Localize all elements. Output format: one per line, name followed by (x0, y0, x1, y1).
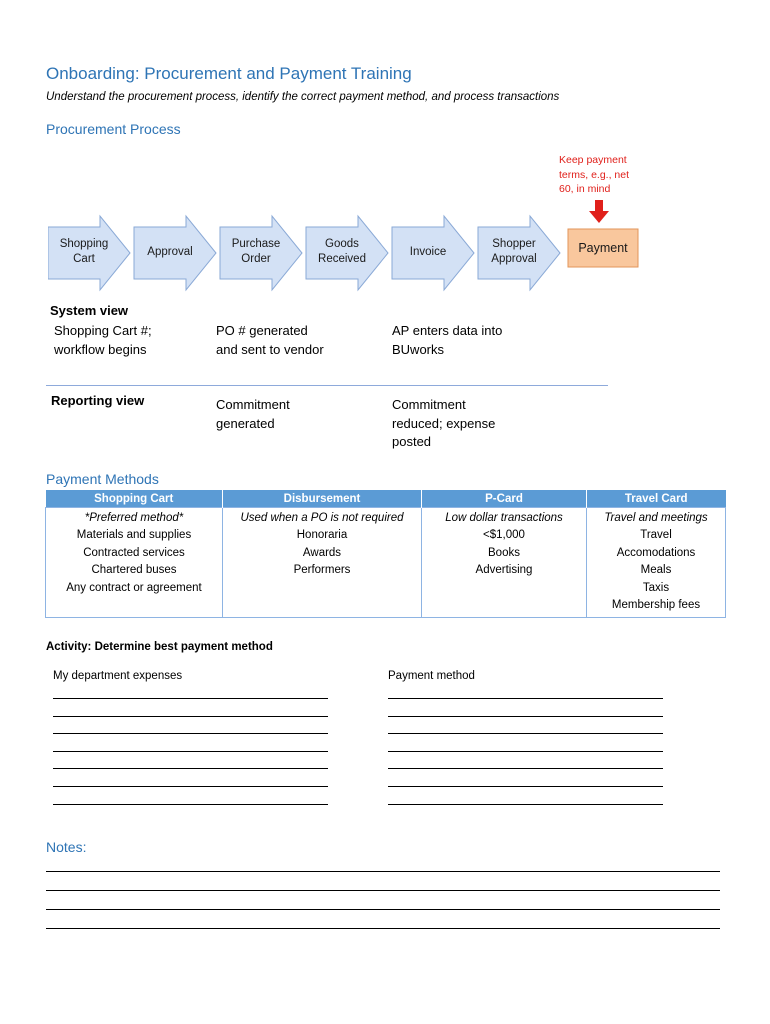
blank-line (53, 786, 328, 787)
system-po-text: PO # generated and sent to vendor (216, 323, 324, 357)
cell-item: <$1,000 (483, 529, 525, 542)
procurement-heading: Procurement Process (46, 121, 181, 137)
cell-item: Meals (640, 564, 672, 577)
blank-line (53, 804, 328, 805)
cell-item: Taxis (642, 581, 670, 594)
cell-item: Advertising (475, 564, 533, 577)
blank-line (388, 768, 663, 769)
reporting-commitment-generated-text: Commitment generated (216, 397, 290, 431)
blank-line (53, 716, 328, 717)
cell-lead: Used when a PO is not required (240, 512, 404, 524)
system-ap-text: AP enters data into BUworks (392, 323, 503, 357)
cell-item: Contracted services (83, 546, 185, 559)
page-title: Onboarding: Procurement and Payment Training (46, 64, 412, 83)
step-approval-label: Approval (147, 246, 193, 258)
disbursement-cell (223, 508, 422, 618)
activity-title: Activity: Determine best payment method (46, 641, 273, 653)
step-shopper-approval-label: Shopper Approval (491, 238, 537, 265)
views-divider (46, 385, 608, 386)
system-shopping-cart-text: Shopping Cart #; workflow begins (54, 323, 152, 357)
cell-item: Performers (293, 564, 351, 577)
blank-line (388, 751, 663, 752)
down-arrow-icon (589, 200, 609, 223)
cell-lead: Travel and meetings (604, 512, 708, 524)
payment-terms-note: Keep payment terms, e.g., net 60, in mind (559, 154, 630, 195)
cell-item: Books (488, 546, 520, 559)
cell-item: Any contract or agreement (66, 581, 202, 594)
travel-card-cell (587, 508, 726, 618)
reporting-view-label: Reporting view (51, 393, 145, 408)
cell-item: Honoraria (296, 529, 348, 542)
column-header: Shopping Cart (46, 490, 223, 508)
payment-method-column-header: Payment method (388, 670, 475, 682)
step-purchase-order-label: Purchase Order (231, 238, 281, 265)
reporting-commitment-reduced-text: Commitment reduced; expense posted (392, 397, 496, 449)
p-card-cell (422, 508, 587, 618)
notes-line (46, 890, 720, 891)
blank-line (388, 698, 663, 699)
step-invoice-label: Invoice (409, 246, 447, 258)
cell-lead: *Preferred method* (84, 512, 184, 524)
step-shopping-cart-label: Shopping Cart (59, 238, 109, 265)
column-header: Travel Card (587, 490, 726, 508)
cell-lead: Low dollar transactions (445, 512, 563, 524)
blank-line (53, 751, 328, 752)
cell-item: Membership fees (611, 599, 701, 612)
notes-line (46, 928, 720, 929)
blank-line (388, 716, 663, 717)
notes-heading: Notes: (46, 839, 87, 855)
table-row (46, 508, 726, 618)
blank-line (388, 786, 663, 787)
column-header: P-Card (422, 490, 587, 508)
cell-item: Awards (302, 546, 342, 559)
notes-line (46, 909, 720, 910)
payment-methods-table (45, 490, 726, 618)
system-view-label: System view (50, 303, 129, 318)
blank-line (53, 768, 328, 769)
shopping-cart-cell (46, 508, 223, 618)
expenses-column-header: My department expenses (53, 670, 183, 682)
blank-line (53, 733, 328, 734)
cell-item: Accomodations (616, 546, 696, 559)
page-subtitle: Understand the procurement process, identify the correct payment method, and process transactions (46, 91, 560, 103)
column-header: Disbursement (223, 490, 422, 508)
blank-line (388, 733, 663, 734)
cell-item: Chartered buses (91, 564, 177, 577)
step-goods-received-label: Goods Received (318, 238, 366, 265)
blank-line (53, 698, 328, 699)
blank-line (388, 804, 663, 805)
table-header-row (46, 490, 726, 508)
cell-item: Travel (640, 529, 672, 542)
cell-item: Materials and supplies (76, 529, 192, 542)
payment-methods-heading: Payment Methods (46, 471, 159, 487)
notes-line (46, 871, 720, 872)
step-payment-label: Payment (578, 241, 628, 255)
